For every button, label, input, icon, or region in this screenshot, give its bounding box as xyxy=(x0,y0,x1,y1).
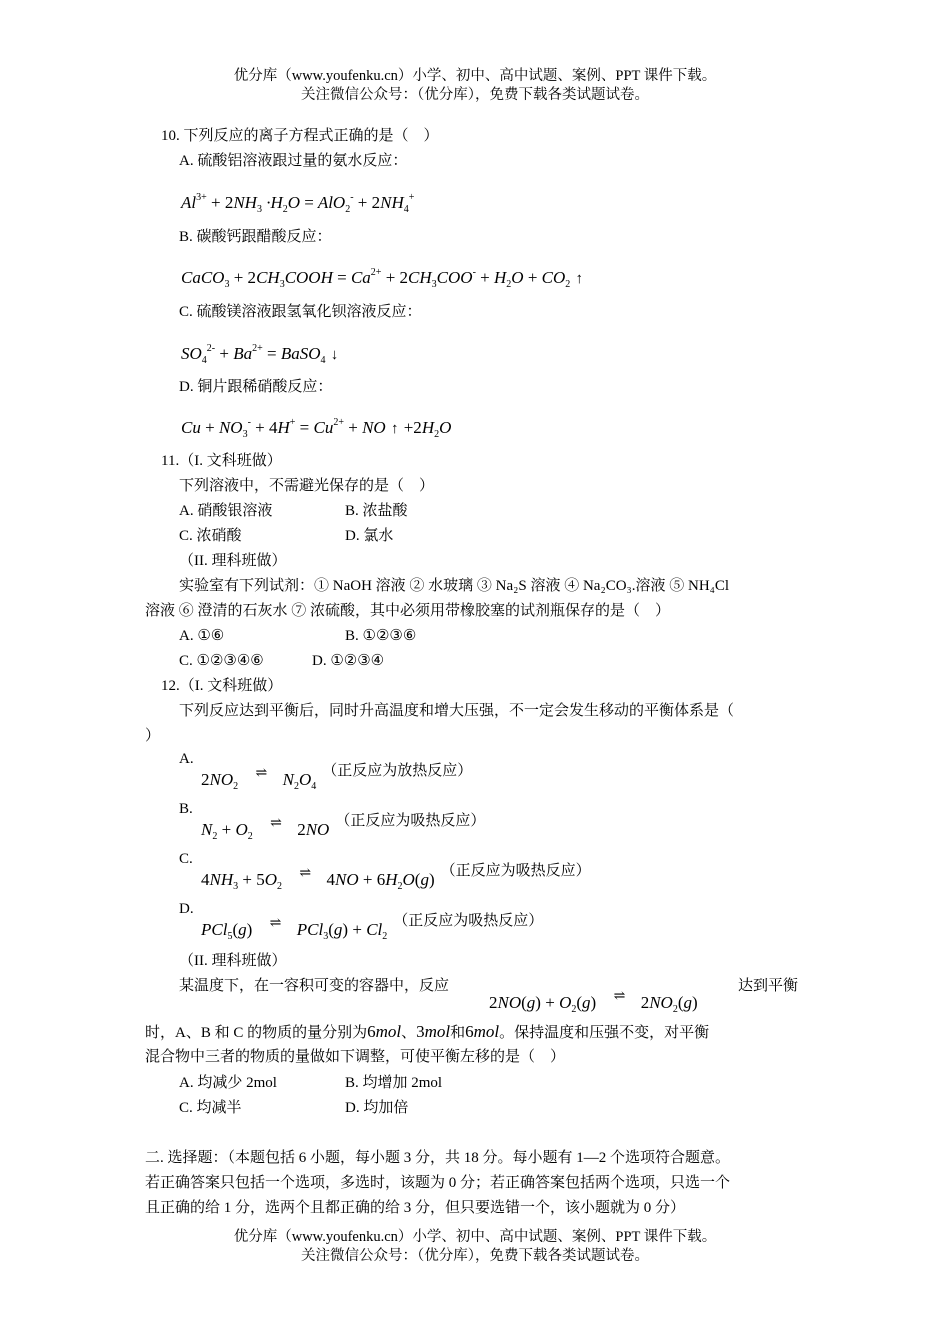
q11-stem: 下列溶液中，不需避光保存的是（ ） xyxy=(179,478,435,494)
q12-line-2 xyxy=(145,1022,709,1043)
q12-stem-2-post: 达到平衡 xyxy=(738,978,799,994)
q11-option-c: C. 浓硝酸 xyxy=(179,528,242,544)
q12-line-2a: 时，A、B 和 C 的物质的量分别为 xyxy=(145,1025,368,1041)
q12-option-a-label: A. xyxy=(179,751,194,767)
q12-equation-b: $N_2 + O_2$ ⇌ 2NO （正反应为吸热反应） xyxy=(201,813,486,842)
q12-note-c: （正反应为吸热反应） xyxy=(440,863,591,879)
q12-line-2b: 、 xyxy=(401,1025,417,1041)
q11-option-b: B. 浓盐酸 xyxy=(345,503,408,519)
q12-equation-d: PCl$_5$(g) ⇌ $PCl_3(g) + Cl_2$（正反应为吸热反应） xyxy=(201,913,544,942)
q12-line-2d: 。保持温度和压强不变，对平衡 xyxy=(499,1025,710,1041)
q11-option-c2: C. ①②③④⑥ xyxy=(179,653,264,669)
q12-head-2: （II. 理科班做） xyxy=(179,953,287,969)
q12-line-3: 混合物中三者的物质的量做如下调整，可使平衡左移的是（ ） xyxy=(145,1049,566,1065)
q10-equation-d: $Cu + NO_3^- + 4H^+ = Cu^{2+}$ + NO ↑ $+2H_2O$ xyxy=(181,417,452,440)
q10-stem: 10. 下列反应的离子方程式正确的是（ ） xyxy=(161,128,439,144)
q11-stem-2b: 溶液 ⑥ 澄清的石灰水 ⑦ 浓硫酸，其中必须用带橡胶塞的试剂瓶保存的是（ ） xyxy=(145,603,671,619)
q11-head: 11.（I. 文科班做） xyxy=(161,453,282,469)
q12-option-c2: C. 均减半 xyxy=(179,1100,242,1116)
q12-equation-2: $2NO(g) + O_2(g)$ ⇌ $2NO_2(g)$ xyxy=(489,989,698,1015)
header-line-1: 优分库（www.youfenku.cn）小学、初中、高中试题、案例、PPT 课件下载。 xyxy=(233,68,717,84)
q12-option-c-label: C. xyxy=(179,851,193,867)
q11-stem-2a: 实验室有下列试剂：① NaOH 溶液 ② 水玻璃 ③ Na₂S 溶液 ④ Na₂CO₃.溶液 ⑤ NH₄Cl xyxy=(179,578,730,594)
section2-line-3: 且正确的给 1 分，选两个且都正确的给 3 分，但只要选错一个，该小题就为 0 分） xyxy=(145,1200,686,1216)
footer-line-1: 优分库（www.youfenku.cn）小学、初中、高中试题、案例、PPT 课件下载。 xyxy=(233,1229,717,1245)
q10-equation-b: CaCO$_3$ + $2CH_3COOH = Ca^{2+} + 2CH_3COO^- + H_2O + CO_2$ ↑ xyxy=(181,267,584,290)
q12-option-b-label: B. xyxy=(179,801,193,817)
q12-amount-c: 6mol xyxy=(465,1022,500,1041)
q11-head-2: （II. 理科班做） xyxy=(179,553,287,569)
q12-amount-a: 6mol xyxy=(367,1022,402,1041)
q12-option-b2: B. 均增加 2mol xyxy=(345,1075,443,1091)
q12-stem-a: 下列反应达到平衡后，同时升高温度和增大压强，不一定会发生移动的平衡体系是（ xyxy=(179,703,735,719)
q12-equation-c: $4NH_3 + 5O_2$ ⇌ $4NO + 6H_2O(g)$ （正反应为吸热反应） xyxy=(201,863,591,892)
q11-option-d: D. 氯水 xyxy=(345,528,394,544)
q10-option-c-label: C. 硫酸镁溶液跟氢氧化钡溶液反应： xyxy=(179,304,422,320)
q10-option-d-label: D. 铜片跟稀硝酸反应： xyxy=(179,379,333,395)
q11-option-a: A. 硝酸银溶液 xyxy=(179,503,273,519)
q12-option-a2: A. 均减少 2mol xyxy=(179,1075,277,1091)
q12-note-a: （正反应为放热反应） xyxy=(322,763,473,779)
header-line-2: 关注微信公众号：（优分库），免费下载各类试题试卷。 xyxy=(301,87,649,103)
section2-line-1: 二. 选择题：（本题包括 6 小题，每小题 3 分，共 18 分。每小题有 1—2 个选项符合题意。 xyxy=(145,1150,731,1166)
q12-amount-b: 3mol xyxy=(416,1022,451,1041)
q12-stem-b: ） xyxy=(145,728,161,744)
q11-option-d2: D. ①②③④ xyxy=(312,653,385,669)
q11-option-b2: B. ①②③⑥ xyxy=(345,628,417,644)
q10-equation-a: $Al^{3+} + 2NH_3 \cdot H_2O = AlO_2^- + 2NH_4^+$ xyxy=(181,192,415,215)
q12-equation-a: $2NO_2$ ⇌ $N_2O_4$（正反应为放热反应） xyxy=(201,763,473,792)
q10-equation-c: $SO_4^{2-} + Ba^{2+}$ = BaSO$_4$ ↓ xyxy=(181,343,339,366)
q10-option-a-label: A. 硫酸铝溶液跟过量的氨水反应： xyxy=(179,153,408,169)
q10-option-b-label: B. 碳酸钙跟醋酸反应： xyxy=(179,229,332,245)
q12-stem-2-pre: 某温度下，在一容积可变的容器中，反应 xyxy=(179,978,450,994)
section2-line-2: 若正确答案只包括一个选项，多选时，该题为 0 分；若正确答案包括两个选项，只选一个 xyxy=(145,1175,731,1191)
q12-note-b: （正反应为吸热反应） xyxy=(335,813,486,829)
footer-line-2: 关注微信公众号：（优分库），免费下载各类试题试卷。 xyxy=(301,1248,649,1264)
q12-option-d-label: D. xyxy=(179,901,194,917)
q11-option-a2: A. ①⑥ xyxy=(179,628,225,644)
q12-line-2c: 和 xyxy=(450,1025,466,1041)
q12-note-d: （正反应为吸热反应） xyxy=(393,913,544,929)
q12-head: 12.（I. 文科班做） xyxy=(161,678,283,694)
q12-option-d2: D. 均加倍 xyxy=(345,1100,409,1116)
